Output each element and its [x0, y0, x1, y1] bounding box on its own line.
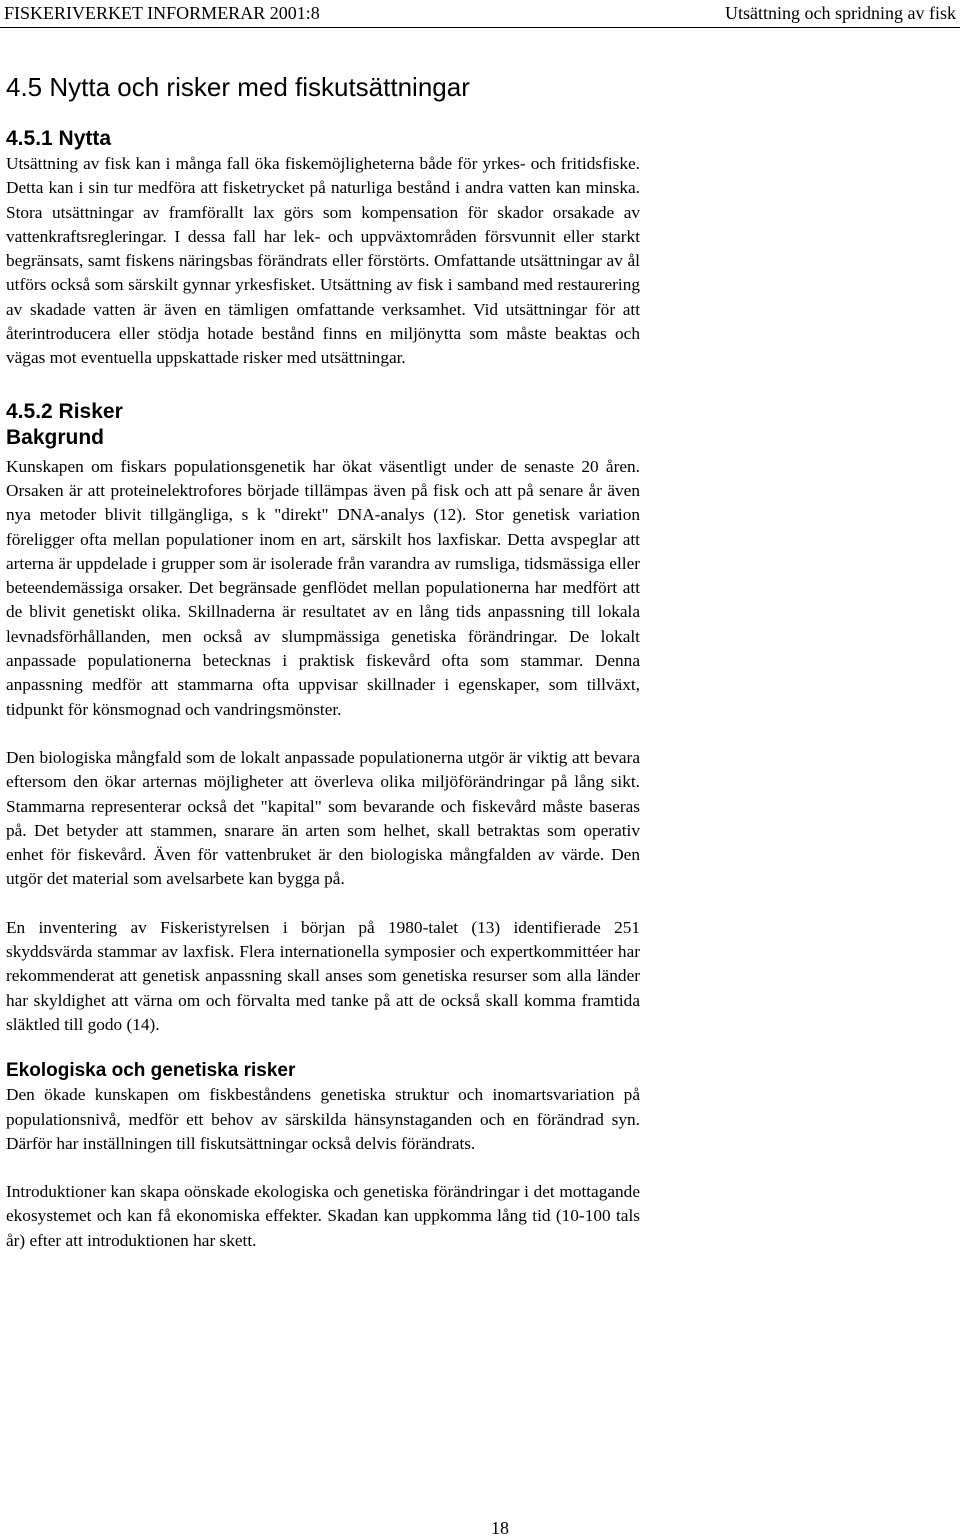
spacer — [6, 371, 640, 399]
bakgrund-paragraph-1: Kunskapen om fiskars populationsgenetik har ökat väsentligt under de senaste 20 åren. Orsaken är att proteinelektrofores började tillämpas även på fisk och att på senare år även nya metoder blivit tillgängliga, s k "direkt" DNA-analys (12). Stor genetisk variation föreligger ofta mellan populationer inom en art, särskilt hos laxfiskar. Detta avspeglar att arterna är uppdelade i grupper som är isolerade från varandra av rumsliga, tidsmässiga eller beteendemässiga orsaker. Det begränsade genflödet mellan populationerna har medfört att de blivit genetiskt olika. Skillnaderna är resultatet av en lång tids anpassning till lokala levnadsförhållanden, men också av slumpmässiga genetiska förändringar. De lokalt anpassade populationerna betecknas i praktisk fiskevård ofta som stammar. Denna anpassning medför att stammarna ofta uppvisar skillnader i egenskaper, som tillväxt, tidpunkt för könsmognad och vandringsmönster. — [6, 456, 640, 719]
nytta-paragraph: Utsättning av fisk kan i många fall öka fiskemöjligheterna både för yrkes- och fritidsfiske. Detta kan i sin tur medföra att fisketrycket på naturliga bestånd i andra vatten kan minska. Stora utsättningar av framförallt lax görs som kompensation för skador orsakade av vattenkraftsregleringar. I dessa fall har lek- och uppväxtområden försvunnit eller starkt begränsats, samt fiskens näringsbas förändrats eller förstörts. Omfattande utsättningar av ål utförs också som särskilt gynnar yrkesfisket. Utsättning av fisk i samband med restaurering av skadade vatten är även en tämligen omfattande verksamhet. Vid utsättningar för att återintroducera eller stödja hotade bestånd finns en miljönytta som måste beaktas och vägas mot eventuella uppskattade risker med utsättningar. — [6, 154, 640, 368]
header-chapter-title: Utsättning och spridning av fisk — [725, 3, 956, 23]
section-title: 4.5 Nytta och risker med fiskutsättningar — [6, 72, 470, 102]
spacer — [6, 1156, 640, 1180]
ekologiska-paragraph-2: Introduktioner kan skapa oönskade ekologiska och genetiska förändringar i det mottagande ekosystemet och kan få ekonomiska effekter. Skadan kan uppkomma lång tid (10-100 tals år) efter att introduktionen har skett. — [6, 1182, 640, 1250]
header-publication: FISKERIVERKET INFORMERAR 2001:8 — [4, 3, 320, 23]
page-number: 18 — [491, 1518, 509, 1538]
ekologiska-paragraph-1: Den ökade kunskapen om fiskbeståndens genetiska struktur och inomartsvariation på populationsnivå, medför ett behov av särskilda hänsynstaganden och en förändrad syn. Därför har inställningen till fiskutsättningar också delvis förändrats. — [6, 1085, 640, 1153]
subsection-heading-risker: 4.5.2 Risker — [6, 399, 123, 423]
subsection-heading-nytta: 4.5.1 Nytta — [6, 127, 112, 150]
page-header — [0, 0, 960, 28]
ekologiska-risker-heading: Ekologiska och genetiska risker — [6, 1060, 296, 1082]
page-content — [6, 62, 640, 1253]
spacer — [6, 1037, 640, 1059]
bakgrund-heading: Bakgrund — [6, 425, 105, 449]
spacer — [6, 722, 640, 746]
bakgrund-paragraph-3: En inventering av Fiskeristyrelsen i början på 1980-talet (13) identifierade 251 skyddsvärda stammar av laxfisk. Flera internationella symposier och expertkommittéer har rekommenderat att genetisk anpassning skall anses som genetiska resurser som alla länder har skyldighet att värna om och förvalta med tanke på att de också skall komma framtida släktled till godo (14). — [6, 917, 640, 1034]
spacer — [6, 892, 640, 916]
bakgrund-paragraph-2: Den biologiska mångfald som de lokalt anpassade populationerna utgör är viktig att bevara eftersom den ökar arternas möjligheter att överleva olika miljöförändringar på lång sikt. Stammarna representerar också det "kapital" som bevarande och fiskevård måste baseras på. Det betyder att stammen, snarare än arten som helhet, skall betraktas som operativ enhet för fiskevård. Även för vattenbruket är den biologiska mångfalden av värde. Den utgör det material som avelsarbete kan bygga på. — [6, 747, 640, 889]
